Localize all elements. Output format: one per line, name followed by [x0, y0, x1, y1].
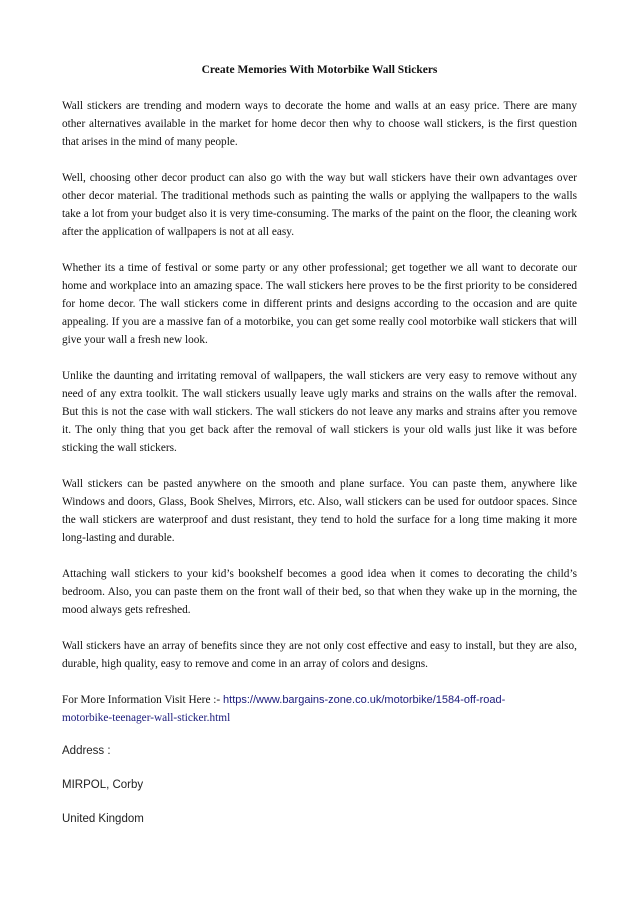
address-line-1: MIRPOL, Corby [62, 779, 144, 791]
paragraph-7: Wall stickers have an array of benefits since they are not only cost effective and easy to install, but they are also, durable, high quality, easy to remove and come in an array of colors and designs. [62, 640, 577, 670]
address-label: Address : [62, 745, 111, 757]
paragraph-4: Unlike the daunting and irritating removal of wallpapers, the wall stickers are very easy to remove without any need of any extra toolkit. The wall stickers usually leave ugly marks and strains on the walls after the removal. But this is not the case with wall stickers. The wall stickers do not leave any marks and strains after you remove it. The only thing that you get back after the removal of wall stickers is your old walls just like it was before sticking the wall stickers. [62, 370, 577, 454]
address-line-2: United Kingdom [62, 813, 144, 825]
paragraph-3: Whether its a time of festival or some party or any other professional; get together we all want to decorate our home and workplace into an amazing space. The wall stickers here proves to be the first priority to be considered for home decor. The wall stickers come in different prints and designs according to the occasion and are quite appealing. If you are a massive fan of a motorbike, you can get some really cool motorbike wall stickers that will give your wall a fresh new look. [62, 262, 577, 346]
more-info-link-continued[interactable]: motorbike-teenager-wall-sticker.html [62, 712, 231, 724]
paragraph-6: Attaching wall stickers to your kid’s bookshelf becomes a good idea when it comes to decorating the child’s bedroom. Also, you can paste them on the front wall of their bed, so that when they wake up in the morning, the mood always gets refreshed. [62, 568, 577, 616]
paragraph-5: Wall stickers can be pasted anywhere on the smooth and plane surface. You can paste them, anywhere like Windows and doors, Glass, Book Shelves, Mirrors, etc. Also, wall stickers can be used for outdoor spaces. Since the wall stickers are waterproof and dust resistant, they tend to hold the surface for a long time making it more long-lasting and durable. [62, 478, 577, 544]
paragraph-2: Well, choosing other decor product can also go with the way but wall stickers have their own advantages over other decor material. The traditional methods such as painting the walls or applying the wallpapers to the walls take a lot from your budget also it is very time-consuming. The marks of the paint on the floor, the cleaning work after the application of wallpapers is not at all easy. [62, 172, 577, 238]
paragraph-1: Wall stickers are trending and modern ways to decorate the home and walls at an easy price. There are many other alternatives available in the market for home decor then why to choose wall stickers, is the first question that arises in the mind of many people. [62, 100, 577, 148]
more-info-link[interactable]: https://www.bargains-zone.co.uk/motorbike/1584-off-road- [223, 694, 506, 706]
more-info-label: For More Information Visit Here :- [62, 694, 221, 706]
more-info-line [62, 691, 577, 727]
document-title: Create Memories With Motorbike Wall Stickers [201, 64, 438, 76]
document-page [62, 62, 577, 845]
